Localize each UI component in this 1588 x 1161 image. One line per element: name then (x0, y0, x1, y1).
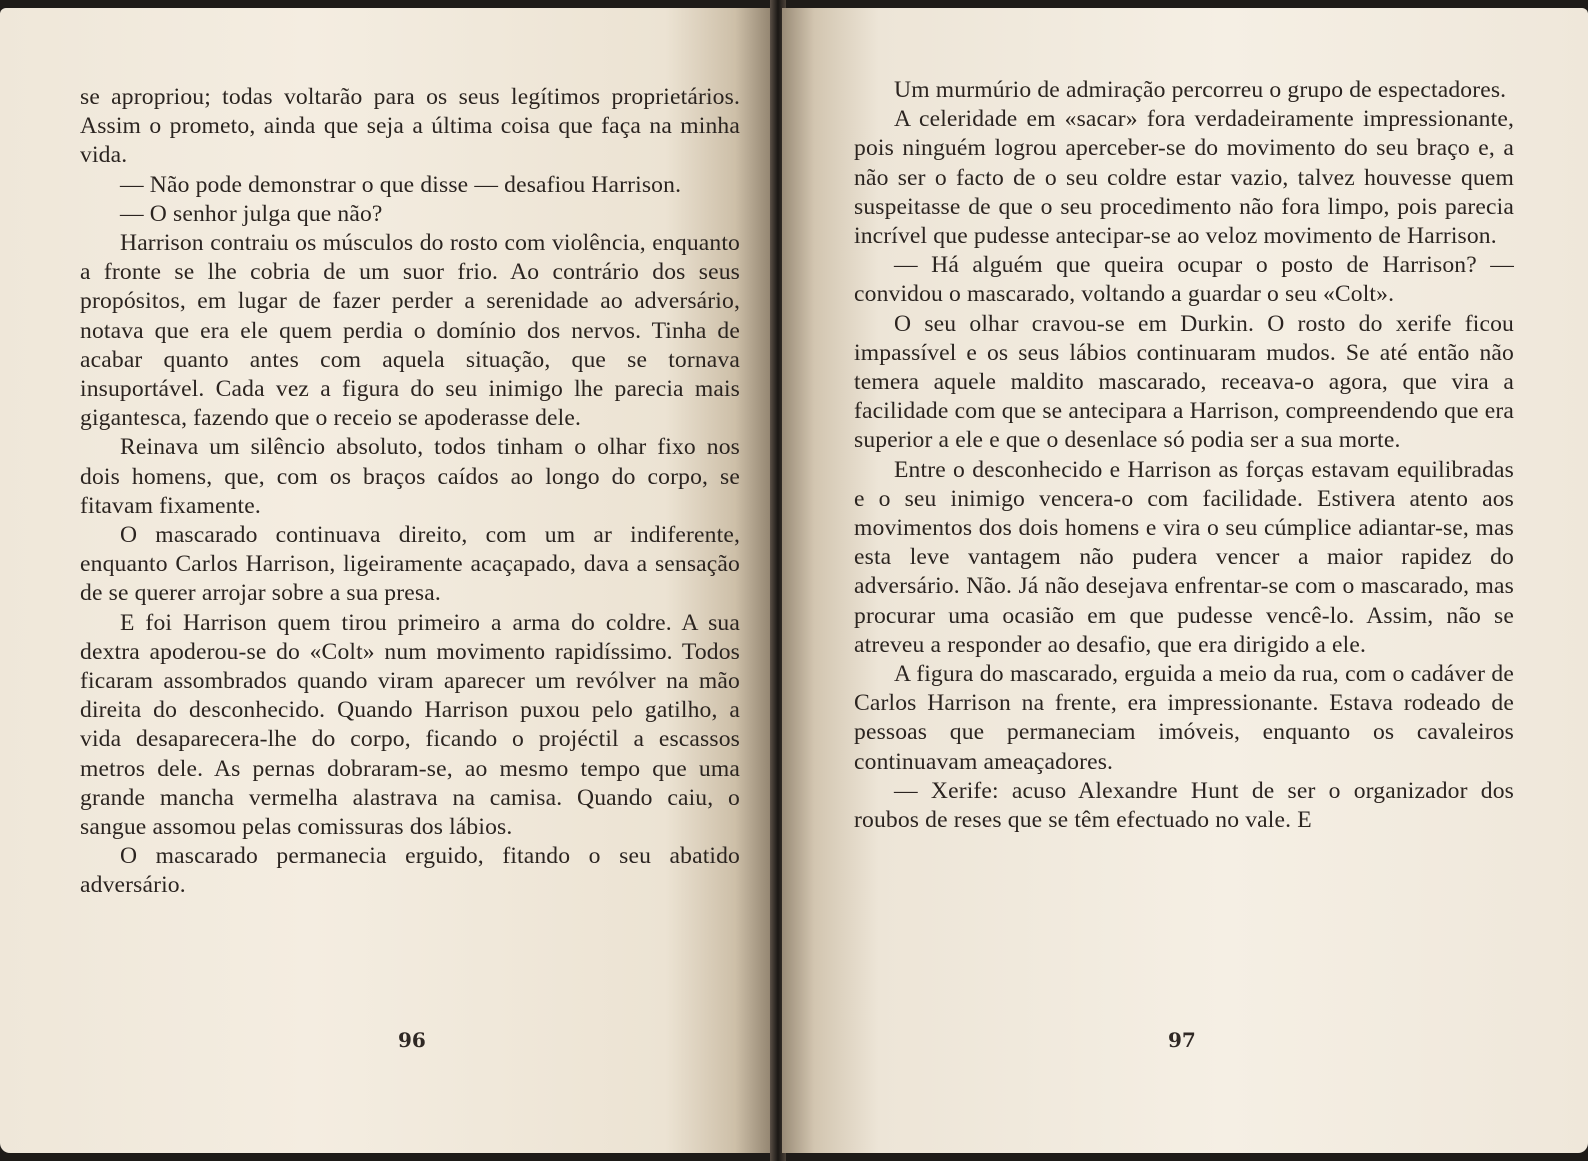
page-number: 97 (1168, 1028, 1196, 1052)
right-page-text (854, 76, 1514, 835)
right-paragraph: Entre o desconhecido e Harrison as forças estavam equilibradas e o seu inimigo vencera-o com facilidade. Estivera atento aos movimentos dos dois homens e vira o seu cúmplice adiantar-se, mas esta leve vantagem não pudera vencer a maior rapidez do adversário. Não. Já não desejava enfrentar-se com o mascarado, mas procurar uma ocasião em que pudesse vencê-lo. Assim, não se atreveu a responder ao desafio, que era dirigido a ele. (854, 456, 1514, 658)
left-paragraph: Reinava um silêncio absoluto, todos tinham o olhar fixo nos dois homens, que, com os braços caídos ao longo do corpo, se fitavam fixamente. (80, 434, 740, 519)
right-paragraph: O seu olhar cravou-se em Durkin. O rosto do xerife ficou impassível e os seus lábios continuaram mudos. Se até então não temera aquele maldito mascarado, receava-o agora, que vira a facilidade com que se antecipara a Harrison, compreendendo que era superior a ele e que o desenlace só podia ser a sua morte. (854, 310, 1514, 454)
left-paragraph: — Não pode demonstrar o que disse — desafiou Harrison. (120, 171, 682, 198)
left-paragraph: Harrison contraiu os músculos do rosto com violência, enquanto a fronte se lhe cobria de um suor frio. Ao contrário dos seus propósitos, em lugar de fazer perder a serenidade ao adversário, notava que era ele quem perdia o domínio dos nervos. Tinha de acabar quanto antes com aquela situação, que se tornava insuportável. Cada vez a figura do seu inimigo lhe parecia mais gigantesca, fazendo que o receio se apoderasse dele. (80, 230, 740, 432)
right-paragraph: — Há alguém que queira ocupar o posto de Harrison? — convidou o mascarado, voltando a guardar o seu «Colt». (854, 252, 1514, 308)
right-paragraph: A figura do mascarado, erguida a meio da rua, com o cadáver de Carlos Harrison na frente, era impressionante. Estava rodeado de pessoas que permaneciam imóveis, enquanto os cavaleiros continuavam ameaçadores. (854, 661, 1514, 775)
right-paragraph: Um murmúrio de admiração percorreu o grupo de espectadores. (894, 77, 1507, 103)
right-page (782, 8, 1588, 1153)
right-paragraph: A celeridade em «sacar» fora verdadeiramente impressionante, pois ninguém logrou aperceber-se do movimento do seu braço e, a não ser o facto de o seu coldre estar vazio, talvez houvesse quem suspeitasse de que o seu procedimento não fora limpo, pois parecia incrível que pudesse antecipar-se ao veloz movimento de Harrison. (854, 106, 1514, 250)
left-paragraph: — O senhor julga que não? (120, 200, 383, 227)
left-paragraph: se apropriou; todas voltarão para os seus legítimos proprietários. Assim o prometo, ainda que seja a última coisa que faça na minha vida. (80, 84, 740, 169)
page-number: 96 (398, 1028, 426, 1052)
left-paragraph: O mascarado continuava direito, com um ar indiferente, enquanto Carlos Harrison, ligeiramente acaçapado, dava a sensação de se querer arrojar sobre a sua presa. (80, 522, 740, 607)
left-page (0, 8, 774, 1153)
left-paragraph: E foi Harrison quem tirou primeiro a arma do coldre. A sua dextra apoderou-se do «Colt» num movimento rapidíssimo. Todos ficaram assombrados quando viram aparecer um revólver na mão direita do desconhecido. Quando Harrison puxou pelo gatilho, a vida desaparecera-lhe do corpo, ficando o projéctil a escassos metros dele. As pernas dobraram-se, ao mesmo tempo que uma grande mancha vermelha alastrava na camisa. Quando caiu, o sangue assomou pelas comissuras dos lábios. (80, 609, 740, 841)
left-paragraph: O mascarado permanecia erguido, fitando o seu abatido adversário. (80, 843, 740, 899)
right-paragraph: — Xerife: acuso Alexandre Hunt de ser o organizador dos roubos de reses que se têm efectuado no vale. E (854, 777, 1514, 834)
left-page-text (80, 83, 740, 901)
